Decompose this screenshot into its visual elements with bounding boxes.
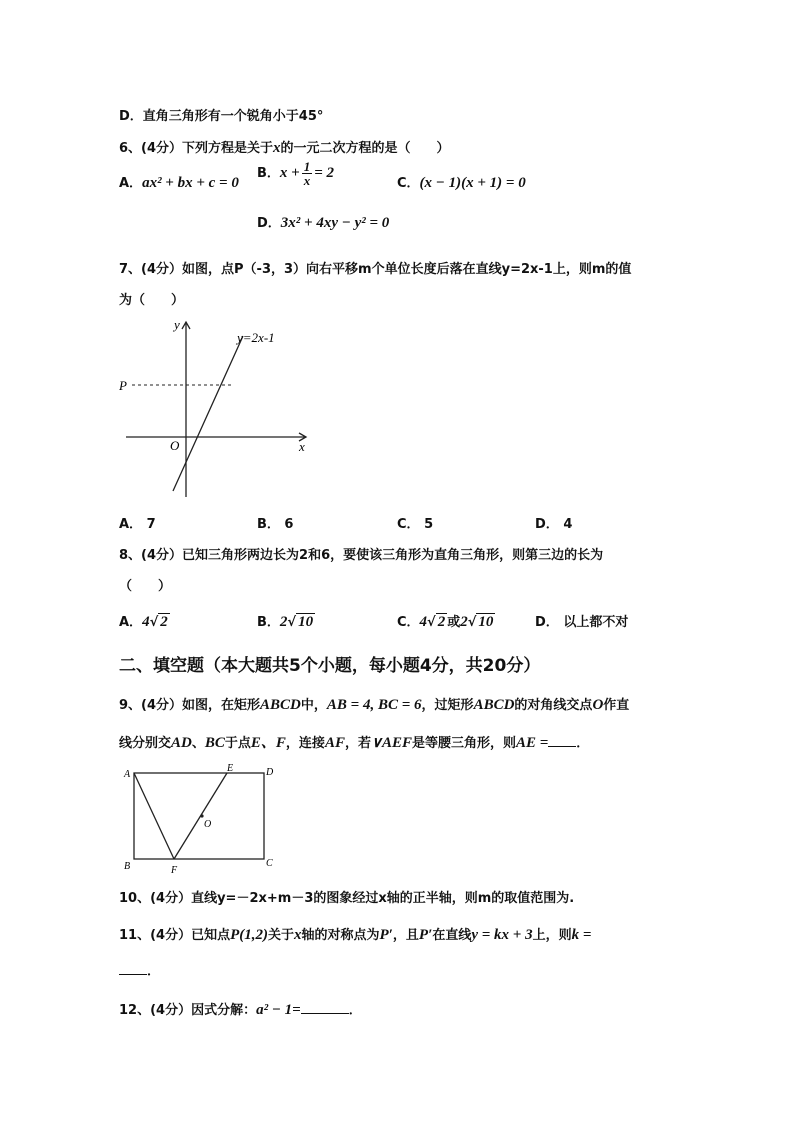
q8-option-c: C．4√ 2 或2√ 10 [397,614,494,630]
q8-option-d: D． 以上都不对 [535,615,629,630]
q9-label-f: F [171,865,178,876]
q9-label-o: O [204,819,212,830]
answer-blank[interactable] [301,1001,349,1014]
q7-figure [119,312,319,502]
q7-option-b: B． 6 [257,517,294,532]
q7-option-d: D． 4 [535,517,573,532]
q7-label-o: O [170,438,180,453]
q6-option-d: D．3x² + 4xy − y² = 0 [257,215,390,231]
q10-stem: 10、(4分）直线y=－2x+m－3的图象经过x轴的正半轴，则m的取值范围为. [119,891,575,906]
q7-option-a: A． 7 [119,517,156,532]
q9-stem-line1: 9、(4分）如图，在矩形ABCD中，AB = 4, BC = 6，过矩形ABCD的对角线交点O作直 [119,697,630,713]
q7-label-line: y=2x-1 [237,330,275,345]
q9-figure [119,760,284,878]
q7-label-p: P [119,378,127,393]
q8-stem-line1: 8、(4分）已知三角形两边长为2和6，要使该三角形为直角三角形，则第三边的长为 [119,548,604,563]
q7-label-x: x [299,439,305,454]
answer-blank[interactable] [119,962,147,975]
q9-point-o [200,814,203,817]
q11-stem-line1: 11、(4分）已知点P(1,2)关于x轴的对称点为P′，且P′在直线y = kx + 3上，则k = [119,927,592,943]
q8-option-b: B．2√ 10 [257,614,314,630]
q9-label-e: E [227,763,234,774]
q9-label-b: B [124,861,131,872]
q9-label-c: C [266,858,273,869]
q12-stem: 12、(4分）因式分解：a² − 1= ． [119,1002,362,1018]
q9-stem-line2: 线分别交AD、BC于点E、F，连接AF，若∨AEF是等腰三角形，则AE = ． [119,735,590,751]
q6-stem: 6、(4分）下列方程是关于x的一元二次方程的是（ ） [119,140,450,156]
q9-label-a: A [124,769,131,780]
q8-option-a: A．4√ 2 [119,614,168,630]
q8-stem-line2: （ ） [119,579,172,594]
q11-stem-line2: ． [119,960,160,979]
section-2-heading: 二、填空题（本大题共5个小题，每小题4分，共20分） [119,656,541,676]
fraction: $\frac{1}{x}$ [303,159,311,188]
q9-segment-af [134,773,174,859]
q7-stem-line1: 7、(4分）如图，点P（-3，3）向右平移m个单位长度后落在直线y=2x-1上，则m的值 [119,262,632,277]
q9-label-d: D [266,767,274,778]
q7-option-c: C． 5 [397,517,434,532]
q6-option-b: B．x + $\frac{1}{x}$ = 2 [257,159,335,188]
answer-blank[interactable] [548,734,576,747]
q5-option-d: D．直角三角形有一个锐角小于45° [119,109,324,124]
q6-option-a: A．ax² + bx + c = 0 [119,175,239,191]
q7-stem-line2: 为（ ） [119,293,185,308]
q6-option-c: C．(x − 1)(x + 1) = 0 [397,175,526,191]
q7-line-graph [173,336,243,491]
q7-label-y: y [174,317,180,332]
